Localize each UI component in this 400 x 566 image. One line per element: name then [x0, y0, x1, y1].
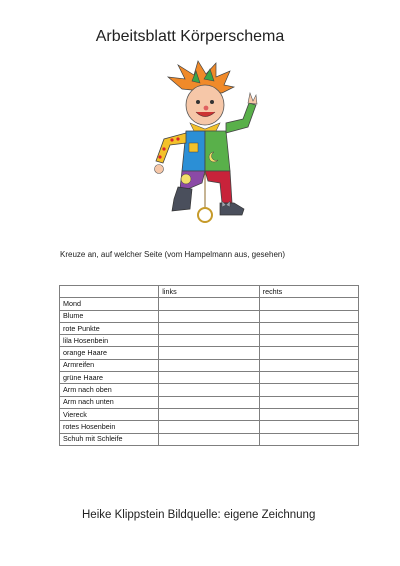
- jumping-jack-illustration: [130, 57, 280, 227]
- jumping-jack-drawing: [130, 57, 280, 227]
- table-row: [60, 372, 359, 384]
- row-label: rote Punkte: [60, 322, 159, 334]
- left-checkbox-cell[interactable]: [159, 298, 259, 310]
- row-label: lila Hosenbein: [60, 335, 159, 347]
- table-row: [60, 310, 359, 322]
- table-row: [60, 322, 359, 334]
- table-row: [60, 384, 359, 396]
- left-checkbox-cell[interactable]: [159, 347, 259, 359]
- table-header-row: [60, 286, 359, 298]
- footer-credit: Heike Klippstein Bildquelle: eigene Zeichnung: [82, 509, 316, 521]
- row-label: Mond: [60, 298, 159, 310]
- table-row: [60, 433, 359, 445]
- right-checkbox-cell[interactable]: [259, 322, 358, 334]
- right-checkbox-cell[interactable]: [259, 421, 358, 433]
- row-label: Armreifen: [60, 359, 159, 371]
- table-row: [60, 408, 359, 420]
- right-checkbox-cell[interactable]: [259, 335, 358, 347]
- left-checkbox-cell[interactable]: [159, 359, 259, 371]
- row-label: rotes Hosenbein: [60, 421, 159, 433]
- instruction-text: Kreuze an, auf welcher Seite (vom Hampelmann aus, gesehen): [60, 250, 286, 259]
- left-checkbox-cell[interactable]: [159, 335, 259, 347]
- row-label: Schuh mit Schleife: [60, 433, 159, 445]
- table-row: [60, 421, 359, 433]
- row-label: Viereck: [60, 408, 159, 420]
- table-row: [60, 396, 359, 408]
- row-label: Blume: [60, 310, 159, 322]
- right-checkbox-cell[interactable]: [259, 372, 358, 384]
- table-header-left: links: [159, 286, 259, 298]
- row-label: Arm nach oben: [60, 384, 159, 396]
- row-label: grüne Haare: [60, 372, 159, 384]
- right-checkbox-cell[interactable]: [259, 310, 358, 322]
- row-label: orange Haare: [60, 347, 159, 359]
- left-checkbox-cell[interactable]: [159, 322, 259, 334]
- table-row: [60, 335, 359, 347]
- table-row: [60, 298, 359, 310]
- right-checkbox-cell[interactable]: [259, 433, 358, 445]
- left-checkbox-cell[interactable]: [159, 433, 259, 445]
- table-row: [60, 359, 359, 371]
- right-checkbox-cell[interactable]: [259, 359, 358, 371]
- left-checkbox-cell[interactable]: [159, 396, 259, 408]
- left-checkbox-cell[interactable]: [159, 310, 259, 322]
- page-title: Arbeitsblatt Körperschema: [95, 28, 285, 45]
- table-header-item: [60, 286, 159, 298]
- right-checkbox-cell[interactable]: [259, 298, 358, 310]
- row-label: Arm nach unten: [60, 396, 159, 408]
- left-checkbox-cell[interactable]: [159, 372, 259, 384]
- left-checkbox-cell[interactable]: [159, 384, 259, 396]
- left-checkbox-cell[interactable]: [159, 408, 259, 420]
- table-header-right: rechts: [259, 286, 358, 298]
- table-row: [60, 347, 359, 359]
- right-checkbox-cell[interactable]: [259, 408, 358, 420]
- right-checkbox-cell[interactable]: [259, 384, 358, 396]
- right-checkbox-cell[interactable]: [259, 347, 358, 359]
- checklist-table: [59, 285, 359, 446]
- right-checkbox-cell[interactable]: [259, 396, 358, 408]
- left-checkbox-cell[interactable]: [159, 421, 259, 433]
